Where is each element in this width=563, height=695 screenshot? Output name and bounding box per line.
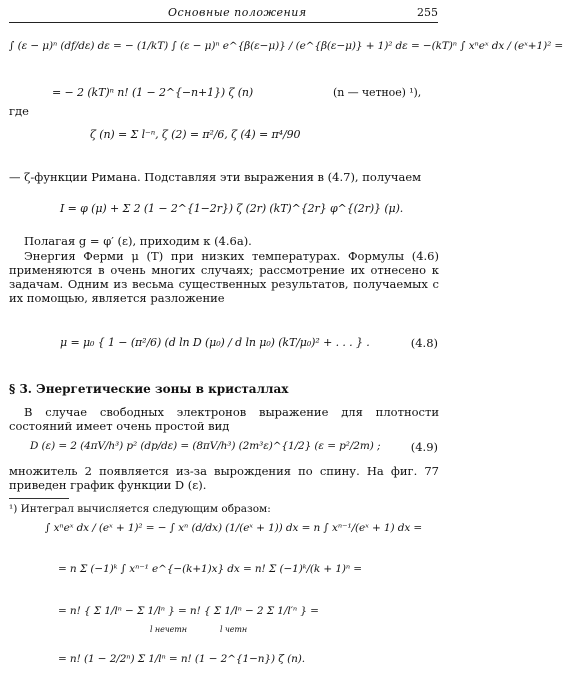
page-number: 255 [417, 6, 438, 19]
equation-zeta: ζ (n) = Σ l⁻ⁿ, ζ (2) = π²/6, ζ (4) = π⁴/90 [90, 128, 301, 141]
footnote-equation-1: ∫ xⁿeˣ dx / (eˣ + 1)² = − ∫ xⁿ (d/dx) (1/(eˣ + 1)) dx = n ∫ xⁿ⁻¹/(eˣ + 1) dx = [45, 522, 423, 534]
word-where: где [9, 104, 29, 118]
footnote-rule [9, 498, 69, 499]
page-header [0, 6, 452, 20]
section-heading: § 3. Энергетические зоны в кристаллах [9, 382, 289, 396]
equation-density-of-states: D (ε) = 2 (4πV/h³) p² (dp/dε) = (8πV/h³) (2m³ε)^{1/2} (ε = p²/2m) ; [30, 440, 381, 452]
footnote-equation-4: = n! (1 − 2/2ⁿ) Σ 1/lⁿ = n! (1 − 2^{1−n}) ζ (n). [58, 653, 305, 665]
footnote-label-odd: l нечетн [150, 625, 187, 634]
equation-mu: μ = μ₀ { 1 − (π²/6) (d ln D (μ₀) / d ln μ₀) (kT/μ₀)² + . . . } . [60, 336, 370, 349]
equation-I: I = φ (μ) + Σ 2 (1 − 2^{1−2r}) ζ (2r) (kT)^{2r} φ^{(2r)} (μ). [60, 202, 404, 215]
paragraph-substitution: Полагая g = φ′ (ε), приходим к (4.6а). [24, 234, 252, 248]
equation-number-4-8: (4.8) [410, 336, 438, 350]
header-rule [9, 22, 438, 23]
equation-integral-result: = − 2 (kT)ⁿ n! (1 − 2^{−n+1}) ζ (n) [52, 86, 254, 99]
running-title: Основные положения [168, 6, 307, 19]
paragraph-spin-factor: множитель 2 появляется из-за вырождения по спину. На фиг. 77 приведен график функции D (ε). [9, 464, 439, 492]
footnote-equation-2: = n Σ (−1)ᵏ ∫ xⁿ⁻¹ e^{−(k+1)x} dx = n! Σ (−1)ᵏ/(k + 1)ⁿ = [58, 563, 363, 575]
paragraph-free-electrons: В случае свободных электронов выражение для плотности состояний имеет очень простой вид [9, 405, 439, 433]
footnote-intro: ¹) Интеграл вычисляется следующим образом: [9, 503, 271, 515]
equation-integral: ∫ (ε − μ)ⁿ (df/dε) dε = − (1/kT) ∫ (ε − μ)ⁿ e^{β(ε−μ)} / (e^{β(ε−μ)} + 1)² dε = −(kT)ⁿ ∫ xⁿeˣ dx / (eˣ+1)² = [9, 40, 563, 52]
equation-number-4-9: (4.9) [410, 440, 438, 454]
paragraph-fermi-energy: Энергия Ферми μ (T) при низких температурах. Формулы (4.6) применяются в очень многих случаях; рассмотрение их отнесено к задачам. Одним из весьма существенных результатов, получаемых с их помощью, является разложение [9, 249, 439, 305]
footnote-equation-3: = n! { Σ 1/lⁿ − Σ 1/lⁿ } = n! { Σ 1/lⁿ − 2 Σ 1/l′ⁿ } = [58, 605, 319, 617]
zeta-text: — ζ-функции Римана. Подставляя эти выражения в (4.7), получаем [9, 170, 422, 184]
equation-integral-note: (n — четное) ¹), [333, 86, 422, 99]
footnote-label-even: l четн [220, 625, 248, 634]
